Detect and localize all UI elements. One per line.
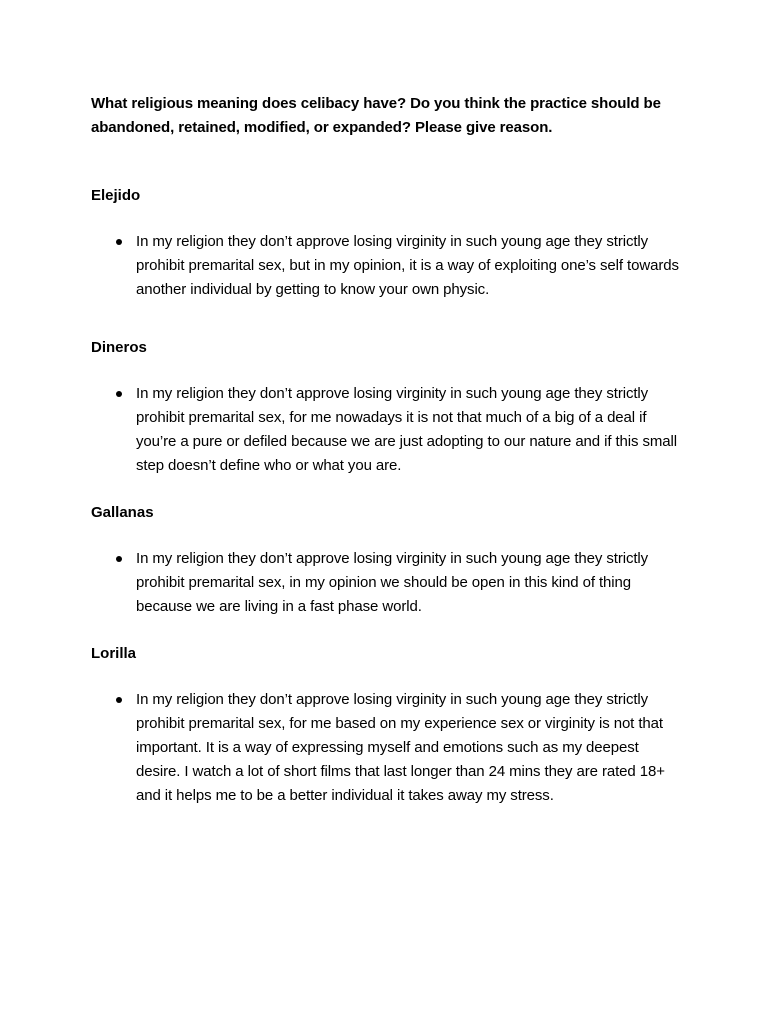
bullet-icon xyxy=(116,556,122,562)
list-item xyxy=(91,547,691,619)
respondent-name: Dineros xyxy=(91,339,147,356)
response-dineros xyxy=(91,338,691,478)
bullet-icon xyxy=(116,239,122,245)
bullet-icon xyxy=(116,697,122,703)
response-gallanas xyxy=(91,503,691,619)
respondent-name: Gallanas xyxy=(91,504,154,521)
response-text: In my religion they don’t approve losing virginity in such young age they strictly prohibit premarital sex, for me based on my experience sex or virginity is not that important. It is a way of expressing myself and emotions such as my deepest desire. I watch a lot of short films that last longer than 24 mins they are rated 18+ and it helps me to be a better individual it takes away my stress. xyxy=(136,691,665,804)
list-item xyxy=(91,382,691,478)
bullet-icon xyxy=(116,391,122,397)
respondent-name: Lorilla xyxy=(91,645,137,662)
list-item xyxy=(91,688,691,808)
response-lorilla xyxy=(91,644,691,808)
respondent-name: Elejido xyxy=(91,187,141,204)
question-heading: What religious meaning does celibacy have? Do you think the practice should be abandoned, retained, modified, or expanded? Please give reason. xyxy=(91,95,661,136)
response-text: In my religion they don’t approve losing virginity in such young age they strictly prohibit premarital sex, in my opinion we should be open in this kind of thing because we are living in a fast phase world. xyxy=(136,550,649,615)
response-elejido xyxy=(91,186,691,302)
response-text: In my religion they don’t approve losing virginity in such young age they strictly prohibit premarital sex, but in my opinion, it is a way of exploiting one’s self towards another individual by getting to know your own physic. xyxy=(136,233,679,298)
response-text: In my religion they don’t approve losing virginity in such young age they strictly prohibit premarital sex, for me nowadays it is not that much of a big of a deal if you’re a pure or defiled because we are just adopting to our nature and if this small step doesn’t define who or what you are. xyxy=(136,385,677,474)
list-item xyxy=(91,230,691,302)
